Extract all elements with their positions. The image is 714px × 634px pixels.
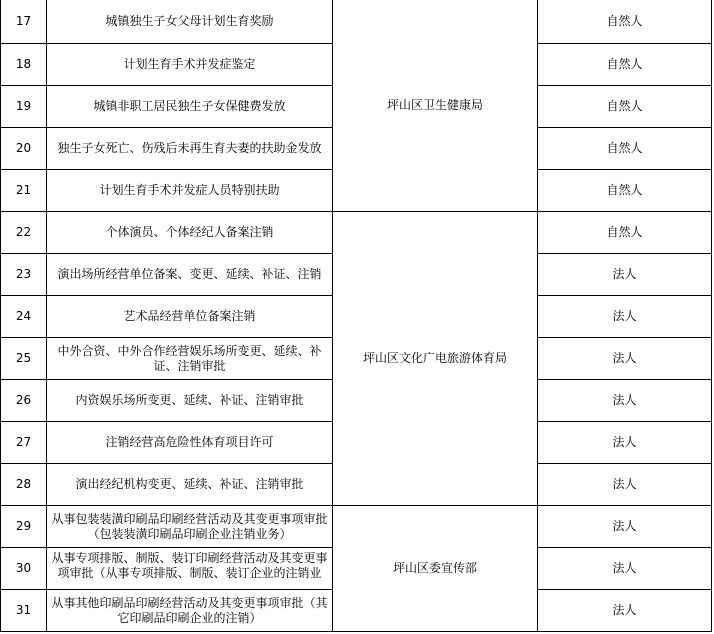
item-name: 城镇独生子女父母计划生育奖励 [47,0,333,44]
row-number: 19 [1,86,47,128]
row-number: 24 [1,296,47,338]
item-name: 注销经营高危险性体育项目许可 [47,422,333,464]
row-number: 26 [1,380,47,422]
applicant-type: 自然人 [538,170,712,212]
applicant-type: 法人 [538,548,712,590]
row-number: 22 [1,212,47,254]
applicant-type: 自然人 [538,0,712,44]
applicant-type: 法人 [538,422,712,464]
applicant-type: 自然人 [538,128,712,170]
row-number: 31 [1,590,47,632]
applicant-type: 法人 [538,464,712,506]
row-number: 18 [1,44,47,86]
item-name [47,548,333,590]
row-number: 21 [1,170,47,212]
row-number: 25 [1,338,47,380]
table-row [1,506,712,548]
item-name: 从事其他印刷品印刷经营活动及其变更事项审批（其它印刷品印刷企业的注销） [47,590,333,632]
applicant-type: 自然人 [538,44,712,86]
item-name: 中外合资、中外合作经营娱乐场所变更、延续、补证、注销审批 [47,338,333,380]
applicant-type: 自然人 [538,212,712,254]
row-number: 27 [1,422,47,464]
applicant-type: 法人 [538,506,712,548]
item-name-text: 从事专项排版、制版、装订印刷经营活动及其变更事项审批（从事专项排版、制版、装订企业的注销业 [51,551,328,580]
item-name: 个体演员、个体经纪人备案注销 [47,212,333,254]
row-number: 29 [1,506,47,548]
row-number: 17 [1,0,47,44]
department-cell: 坪山区卫生健康局 [333,0,538,212]
row-number: 28 [1,464,47,506]
item-name: 演出场所经营单位备案、变更、延续、补证、注销 [47,254,333,296]
item-name: 从事包装装潢印刷品印刷经营活动及其变更事项审批（包装装潢印刷品印刷企业注销业务） [47,506,333,548]
item-name: 艺术品经营单位备案注销 [47,296,333,338]
table-row [1,212,712,254]
item-name: 独生子女死亡、伤残后未再生育夫妻的扶助金发放 [47,128,333,170]
applicant-type: 法人 [538,380,712,422]
applicant-type: 法人 [538,590,712,632]
applicant-type: 法人 [538,296,712,338]
table-row [1,0,712,44]
item-name: 计划生育手术并发症鉴定 [47,44,333,86]
item-name: 内资娱乐场所变更、延续、补证、注销审批 [47,380,333,422]
item-name: 计划生育手术并发症人员特别扶助 [47,170,333,212]
applicant-type: 法人 [538,338,712,380]
row-number: 30 [1,548,47,590]
row-number: 23 [1,254,47,296]
row-number: 20 [1,128,47,170]
item-name: 城镇非职工居民独生子女保健费发放 [47,86,333,128]
item-name: 演出经纪机构变更、延续、补证、注销审批 [47,464,333,506]
applicant-type: 自然人 [538,86,712,128]
applicant-type: 法人 [538,254,712,296]
department-cell: 坪山区委宣传部 [333,506,538,632]
department-cell: 坪山区文化广电旅游体育局 [333,212,538,506]
